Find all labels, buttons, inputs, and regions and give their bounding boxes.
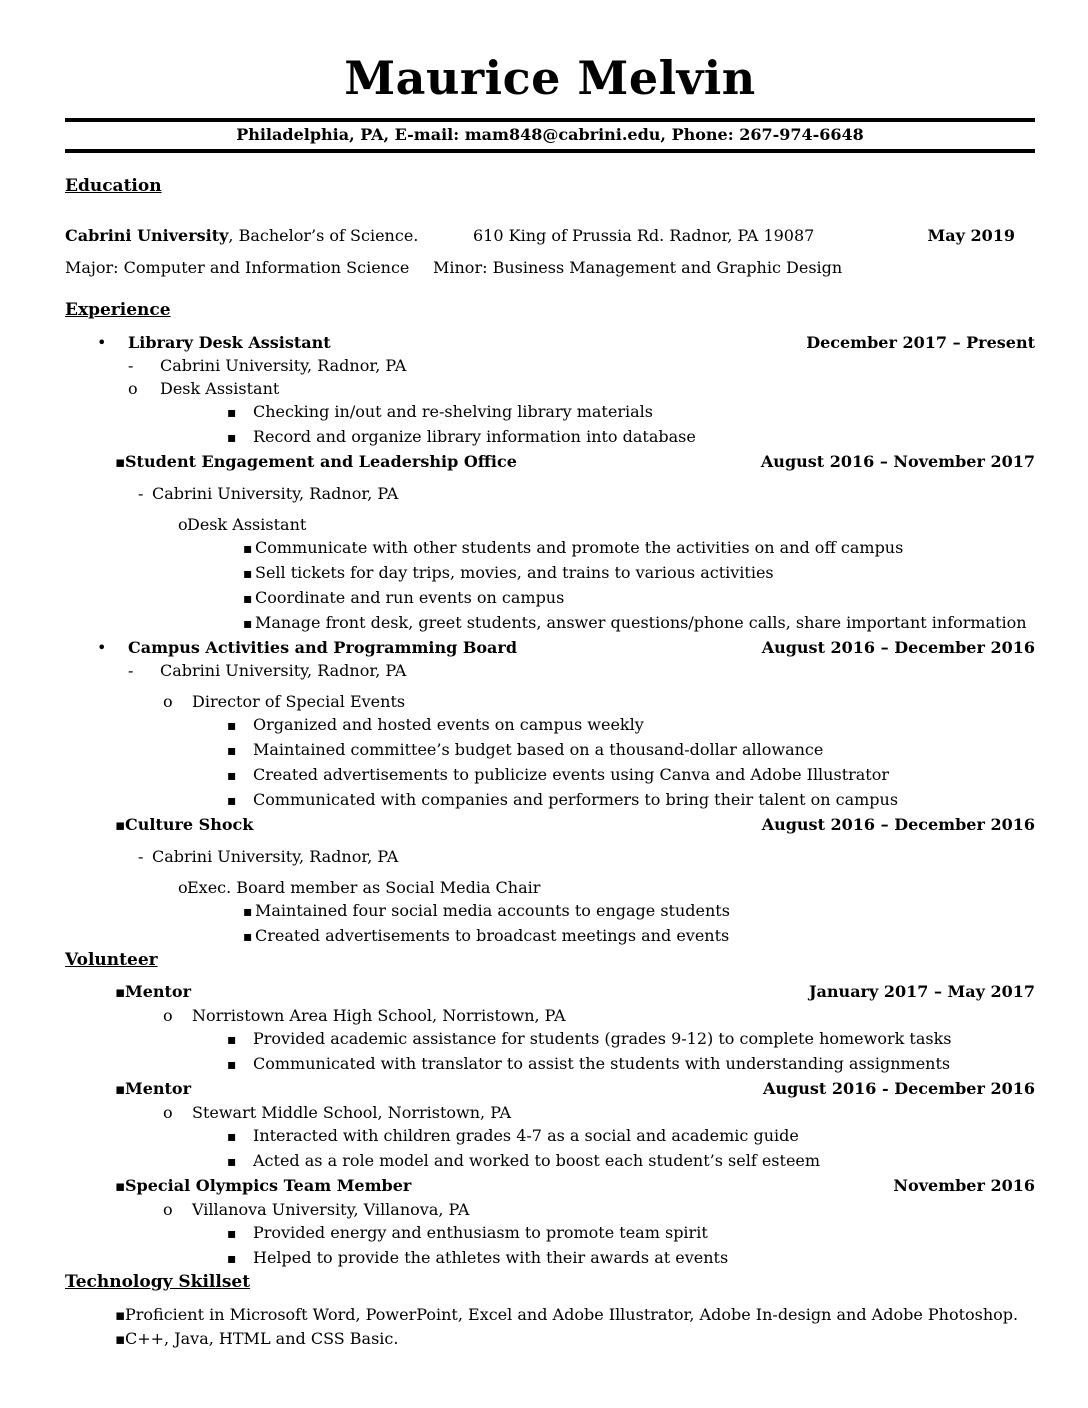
bullet-square-icon: ▪ <box>115 1080 126 1098</box>
job-position: Director of Special Events <box>192 692 406 711</box>
job-org-row <box>65 659 1035 682</box>
job-bullet-row <box>65 1221 1035 1246</box>
job-org: Villanova University, Villanova, PA <box>192 1200 470 1219</box>
job-bullet-row <box>65 1149 1035 1174</box>
bullet-square-icon: ▪ <box>115 816 126 834</box>
job-title: Campus Activities and Programming Board <box>128 638 518 657</box>
skill-item: Proficient in Microsoft Word, PowerPoint, Excel and Adobe Illustrator, Adobe In-design and Adobe Photoshop. <box>125 1305 1019 1324</box>
job-position: Exec. Board member as Social Media Chair <box>187 878 541 897</box>
job-title-row <box>65 813 1035 837</box>
bullet-square-icon: ▪ <box>227 768 237 784</box>
job-bullet-row <box>65 536 1035 561</box>
job-title: Special Olympics Team Member <box>125 1176 412 1195</box>
job-title: Library Desk Assistant <box>128 333 331 352</box>
job-title: Student Engagement and Leadership Office <box>125 452 517 471</box>
job-org-row <box>65 354 1035 377</box>
job-bullet: Communicated with translator to assist the students with understanding assignments <box>253 1054 951 1073</box>
skill-row <box>65 1327 1035 1351</box>
section-heading-skills: Technology Skillset <box>65 1272 251 1292</box>
skill-row <box>65 1303 1035 1327</box>
job-bullet: Record and organize library information into database <box>253 427 696 446</box>
bullet-circle-icon: o <box>178 515 188 534</box>
job-bullet: Interacted with children grades 4-7 as a social and academic guide <box>253 1126 799 1145</box>
job-position-row <box>65 690 1035 713</box>
bullet-disc-icon: • <box>97 638 107 657</box>
bullet-square-icon: ▪ <box>243 541 253 557</box>
job-date: August 2016 – December 2016 <box>761 815 1035 834</box>
job-org: Cabrini University, Radnor, PA <box>152 847 399 866</box>
job-title: Culture Shock <box>125 815 254 834</box>
job-org: Norristown Area High School, Norristown, PA <box>192 1006 566 1025</box>
bullet-square-icon: ▪ <box>115 1177 126 1195</box>
bullet-square-icon: ▪ <box>115 1306 126 1324</box>
contact-line: Philadelphia, PA, E-mail: mam848@cabrini.edu, Phone: 267-974-6648 <box>236 125 864 144</box>
bullet-square-icon: ▪ <box>227 1057 237 1073</box>
job-bullet-row <box>65 738 1035 763</box>
bullet-dash-icon: - <box>128 661 134 680</box>
job-title: Mentor <box>125 982 192 1001</box>
job-bullet-row <box>65 788 1035 813</box>
education-address: 610 King of Prussia Rd. Radnor, PA 19087 <box>473 226 815 245</box>
job-title-row <box>65 636 1035 659</box>
job-bullet-row <box>65 1052 1035 1077</box>
job-bullet: Manage front desk, greet students, answer questions/phone calls, share important information <box>255 613 1027 632</box>
job-org: Cabrini University, Radnor, PA <box>160 661 407 680</box>
job-bullet: Provided energy and enthusiasm to promote team spirit <box>253 1223 708 1242</box>
job-org-row <box>65 1004 1035 1027</box>
job-title-row <box>65 980 1035 1004</box>
job-bullet-row <box>65 899 1035 924</box>
bullet-circle-icon: o <box>178 878 188 897</box>
bullet-dash-icon: - <box>128 356 134 375</box>
job-bullet-row <box>65 713 1035 738</box>
job-bullet-row <box>65 561 1035 586</box>
job-bullet-row <box>65 611 1035 636</box>
job-org: Cabrini University, Radnor, PA <box>160 356 407 375</box>
job-position-row <box>65 377 1035 400</box>
bullet-square-icon: ▪ <box>227 430 237 446</box>
job-org: Stewart Middle School, Norristown, PA <box>192 1103 512 1122</box>
job-position-row <box>65 513 1035 536</box>
job-title-row <box>65 450 1035 474</box>
divider-bottom <box>65 149 1035 153</box>
job-org-row <box>65 1101 1035 1124</box>
bullet-square-icon: ▪ <box>243 616 253 632</box>
bullet-square-icon: ▪ <box>227 793 237 809</box>
job-bullet: Created advertisements to publicize events using Canva and Adobe Illustrator <box>253 765 890 784</box>
job-date: January 2017 – May 2017 <box>808 982 1035 1001</box>
bullet-circle-icon: o <box>163 692 173 711</box>
education-degree: , Bachelor’s of Science. <box>228 226 419 245</box>
education-date: May 2019 <box>927 226 1015 245</box>
volunteer-entry <box>65 1174 1035 1271</box>
volunteer-entry <box>65 1077 1035 1174</box>
job-bullet: Communicated with companies and performers to bring their talent on campus <box>253 790 899 809</box>
job-bullet: Maintained four social media accounts to engage students <box>255 901 730 920</box>
job-bullet: Coordinate and run events on campus <box>255 588 565 607</box>
bullet-circle-icon: o <box>163 1103 173 1122</box>
education-school-name: Cabrini University <box>65 226 229 245</box>
experience-entry <box>65 813 1035 949</box>
education-row <box>65 224 1035 247</box>
job-bullet-row <box>65 1246 1035 1271</box>
resume-name: Maurice Melvin <box>344 51 756 105</box>
education-majors-row <box>65 256 1035 279</box>
volunteer-entry <box>65 980 1035 1077</box>
bullet-square-icon: ▪ <box>243 929 253 945</box>
bullet-square-icon: ▪ <box>227 1154 237 1170</box>
job-date: November 2016 <box>893 1176 1035 1195</box>
education-major: Major: Computer and Information Science <box>65 258 410 277</box>
job-title-row <box>65 1174 1035 1198</box>
job-bullet: Created advertisements to broadcast meetings and events <box>255 926 730 945</box>
job-bullet: Provided academic assistance for students (grades 9-12) to complete homework tasks <box>253 1029 952 1048</box>
bullet-square-icon: ▪ <box>227 1129 237 1145</box>
job-position-row <box>65 876 1035 899</box>
bullet-square-icon: ▪ <box>227 1032 237 1048</box>
bullet-square-icon: ▪ <box>243 904 253 920</box>
experience-entry <box>65 636 1035 813</box>
job-org-row <box>65 845 1035 868</box>
bullet-circle-icon: o <box>163 1006 173 1025</box>
job-title: Mentor <box>125 1079 192 1098</box>
job-title-row <box>65 1077 1035 1101</box>
job-bullet-row <box>65 586 1035 611</box>
experience-entry <box>65 450 1035 636</box>
job-date: August 2016 – December 2016 <box>761 638 1035 657</box>
job-bullet: Helped to provide the athletes with their awards at events <box>253 1248 729 1267</box>
job-position: Desk Assistant <box>160 379 280 398</box>
job-date: August 2016 - December 2016 <box>763 1079 1035 1098</box>
job-bullet: Communicate with other students and promote the activities on and off campus <box>255 538 904 557</box>
education-minor: Minor: Business Management and Graphic Design <box>433 258 843 277</box>
bullet-square-icon: ▪ <box>243 591 253 607</box>
job-org-row <box>65 1198 1035 1221</box>
bullet-square-icon: ▪ <box>227 1226 237 1242</box>
job-bullet-row <box>65 763 1035 788</box>
bullet-square-icon: ▪ <box>227 718 237 734</box>
bullet-square-icon: ▪ <box>227 1251 237 1267</box>
bullet-dash-icon: - <box>138 484 144 503</box>
section-heading-education: Education <box>65 176 162 196</box>
bullet-square-icon: ▪ <box>227 405 237 421</box>
bullet-square-icon: ▪ <box>115 1330 126 1348</box>
job-bullet: Acted as a role model and worked to boost each student’s self esteem <box>253 1151 821 1170</box>
job-date: August 2016 – November 2017 <box>760 452 1035 471</box>
bullet-square-icon: ▪ <box>115 453 126 471</box>
bullet-circle-icon: o <box>128 379 138 398</box>
bullet-dash-icon: - <box>138 847 144 866</box>
bullet-square-icon: ▪ <box>227 743 237 759</box>
job-bullet-row <box>65 425 1035 450</box>
job-date: December 2017 – Present <box>806 333 1035 352</box>
education-school <box>65 224 473 247</box>
bullet-disc-icon: • <box>97 333 107 352</box>
bullet-circle-icon: o <box>163 1200 173 1219</box>
skill-item: C++, Java, HTML and CSS Basic. <box>125 1329 399 1348</box>
job-position: Desk Assistant <box>187 515 307 534</box>
job-bullet: Maintained committee’s budget based on a thousand-dollar allowance <box>253 740 824 759</box>
job-bullet: Checking in/out and re-shelving library materials <box>253 402 653 421</box>
job-bullet-row <box>65 400 1035 425</box>
bullet-square-icon: ▪ <box>243 566 253 582</box>
bullet-square-icon: ▪ <box>115 983 126 1001</box>
job-org-row <box>65 482 1035 505</box>
job-org: Cabrini University, Radnor, PA <box>152 484 399 503</box>
section-heading-experience: Experience <box>65 300 171 320</box>
job-title-row <box>65 331 1035 354</box>
job-bullet: Organized and hosted events on campus weekly <box>253 715 644 734</box>
job-bullet-row <box>65 1124 1035 1149</box>
job-bullet-row <box>65 1027 1035 1052</box>
experience-entry <box>65 331 1035 450</box>
job-bullet: Sell tickets for day trips, movies, and trains to various activities <box>255 563 774 582</box>
job-bullet-row <box>65 924 1035 949</box>
section-heading-volunteer: Volunteer <box>65 950 158 970</box>
